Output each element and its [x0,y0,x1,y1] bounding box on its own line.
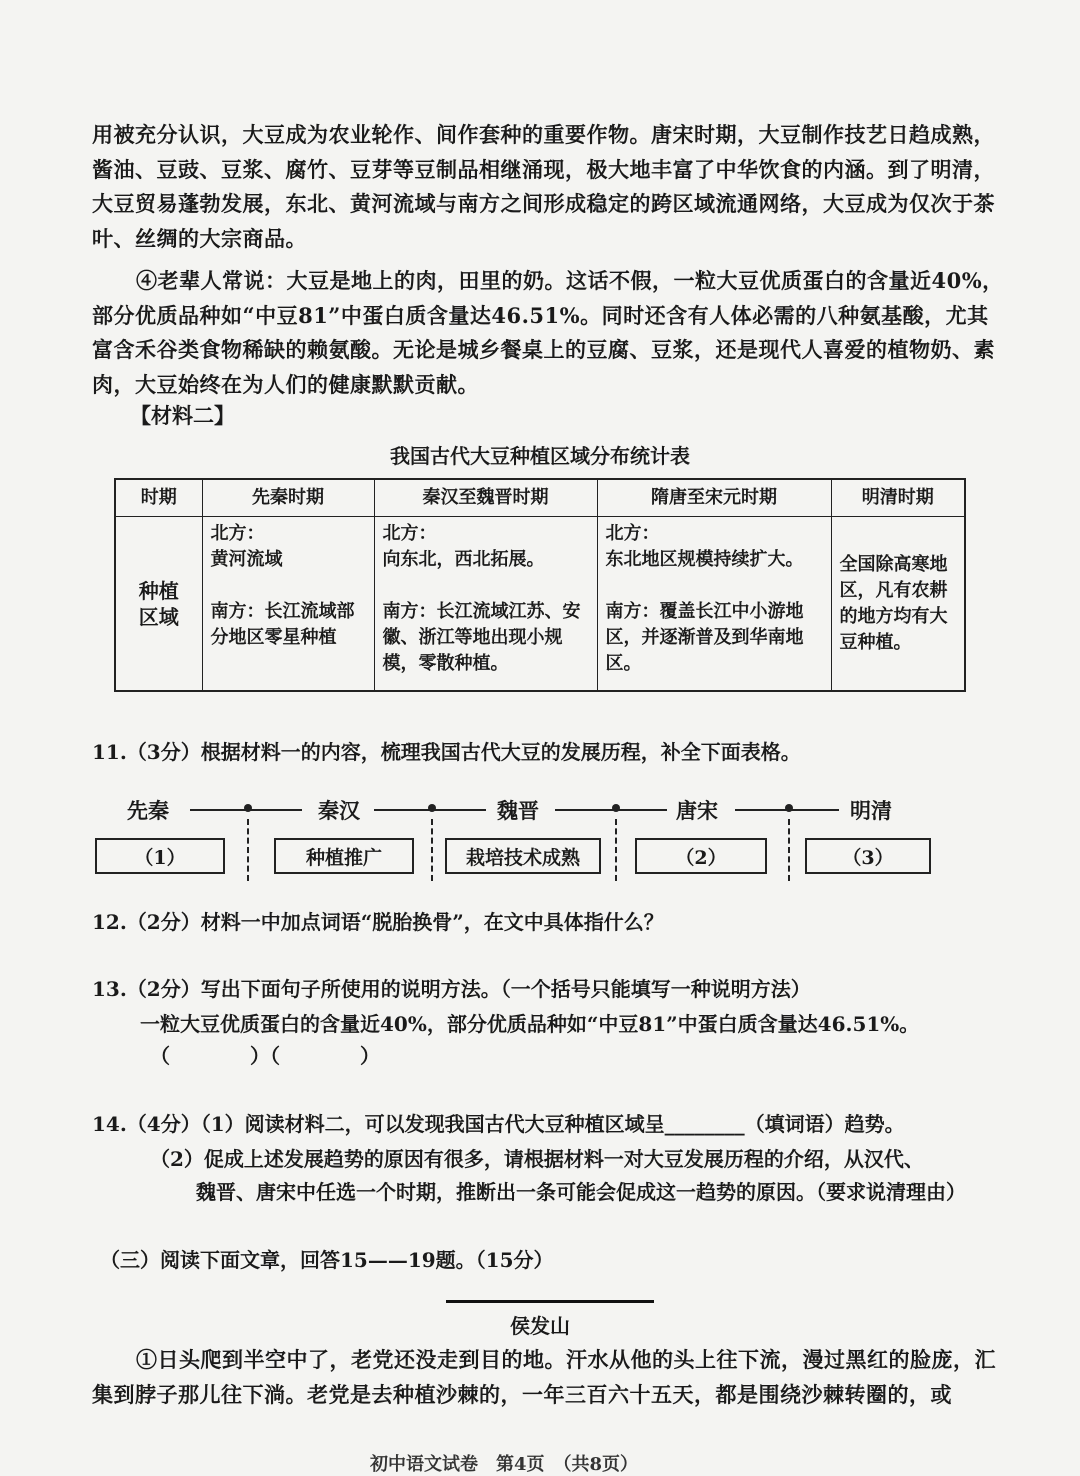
stage-box-planting-promotion: 种植推广 [274,838,414,874]
question-12: 12.（2分）材料一中加点词语“脱胎换骨”，在文中具体指什么？ [92,910,664,934]
material1-paragraph-4: ④老辈人常说：大豆是地上的肉，田里的奶。这话不假，一粒大豆优质蛋白的含量近40%，部分优质品种如“中豆81”中蛋白质含量达46.51%。同时还含有人体必需的八种氨基酸，尤其富含禾谷类食物稀缺的赖氨酸。无论是城乡餐桌上的豆腐、豆浆，还是现代人喜爱的植物奶、素肉，大豆始终在为人们的健康默默贡献。 [92,268,1004,397]
table-title: 我国古代大豆种植区域分布统计表 [390,444,690,468]
soybean-distribution-table [114,478,966,692]
header-period: 时期 [115,479,202,517]
question-14-part1: 14.（4分）（1）阅读材料二，可以发现我国古代大豆种植区域呈________（填词语）趋势。 [92,1112,905,1136]
header-suitang-songyuan: 隋唐至宋元时期 [597,479,831,517]
question-13-sentence: 一粒大豆优质蛋白的含量近40%，部分优质品种如“中豆81”中蛋白质含量达46.51%。 [140,1012,920,1036]
cell-suitang [597,517,831,692]
era-tangsong: 唐宋 [676,798,718,823]
question-13-answer-blanks[interactable]: （ ）（ ） [150,1044,380,1068]
timeline-node-2 [428,804,436,812]
question-11: 11.（3分）根据材料一的内容，梳理我国古代大豆的发展历程，补全下面表格。 [92,740,801,764]
story-author: 侯发山 [510,1314,570,1338]
era-weijin: 魏晋 [497,798,539,823]
timeline-node-4 [785,804,793,812]
era-xianqin: 先秦 [127,798,169,823]
answer-box-1[interactable]: （1） [95,838,225,874]
answer-box-3[interactable]: （3） [805,838,931,874]
cell-xianqin-south: 南方：长江流域部分地区零星种植 [210,601,355,648]
cell-suitang-north-label: 北方： [605,523,660,544]
section-3-heading: （三）阅读下面文章，回答15——19题。（15分） [100,1248,554,1272]
cell-suitang-south: 南方：覆盖长江中小游地区，并逐渐普及到华南地区。 [605,601,804,674]
timeline-divider-1 [247,819,249,881]
cell-xianqin [202,517,374,692]
question-13: 13.（2分）写出下面句子所使用的说明方法。（一个括号只能填写一种说明方法） [92,977,811,1001]
timeline-segment-3 [555,809,667,811]
story-title-rule [446,1300,654,1303]
timeline-node-3 [612,804,620,812]
header-qinhan-weijin: 秦汉至魏晋时期 [374,479,597,517]
cell-suitang-north-text: 东北地区规模持续扩大。 [605,549,804,570]
page-footer: 初中语文试卷 第4页 （共8页） [370,1454,639,1475]
cell-xianqin-north-label: 北方： [210,523,265,544]
timeline-divider-2 [431,819,433,881]
story-paragraph-1: ①日头爬到半空中了，老党还没走到目的地。汗水从他的头上往下流，漫过黑红的脸庞，汇集到脖子那儿往下淌。老党是去种植沙棘的，一年三百六十五天，都是围绕沙棘转圈的，或 [92,1347,996,1407]
header-mingqing: 明清时期 [831,479,965,517]
stage-box-cultivation-mature: 栽培技术成熟 [445,838,601,874]
row-label-line1: 种植 [138,578,179,603]
cell-qinhan-south: 南方：长江流域江苏、安徽、浙江等地出现小规模，零散种植。 [382,601,581,674]
row-label-line2: 区域 [138,604,179,629]
timeline-divider-4 [788,819,790,881]
timeline-divider-3 [615,819,617,881]
era-qinhan: 秦汉 [318,798,360,823]
answer-box-2[interactable]: （2） [635,838,767,874]
header-xianqin: 先秦时期 [202,479,374,517]
development-timeline [0,785,1080,885]
question-14-part2-line1: （2）促成上述发展趋势的原因有很多，请根据材料一对大豆发展历程的介绍，从汉代、 [150,1147,924,1171]
row-label [115,517,202,692]
timeline-node-1 [244,804,252,812]
material2-heading: 【材料二】 [130,403,235,428]
table-header-row [115,479,965,517]
cell-qinhan [374,517,597,692]
material1-paragraph-3-tail: 用被充分认识，大豆成为农业轮作、间作套种的重要作物。唐宋时期，大豆制作技艺日趋成熟，酱油、豆豉、豆浆、腐竹、豆芽等豆制品相继涌现，极大地丰富了中华饮食的内涵。到了明清，大豆贸易蓬勃发展，东北、黄河流域与南方之间形成稳定的跨区域流通网络，大豆成为仅次于茶叶、丝绸的大宗商品。 [92,122,995,251]
cell-mingqing-text: 全国除高寒地区，凡有农耕的地方均有大豆种植。 [839,553,948,653]
cell-qinhan-north-label: 北方： [382,523,437,544]
cell-xianqin-north-text: 黄河流域 [210,549,283,570]
cell-mingqing [831,517,965,692]
question-14-part2-line2: 魏晋、唐宋中任选一个时期，推断出一条可能会促成这一趋势的原因。（要求说清理由） [196,1180,966,1204]
cell-qinhan-north-text: 向东北，西北拓展。 [382,549,545,570]
table-row-planting-area [115,517,965,692]
era-mingqing: 明清 [850,798,892,823]
